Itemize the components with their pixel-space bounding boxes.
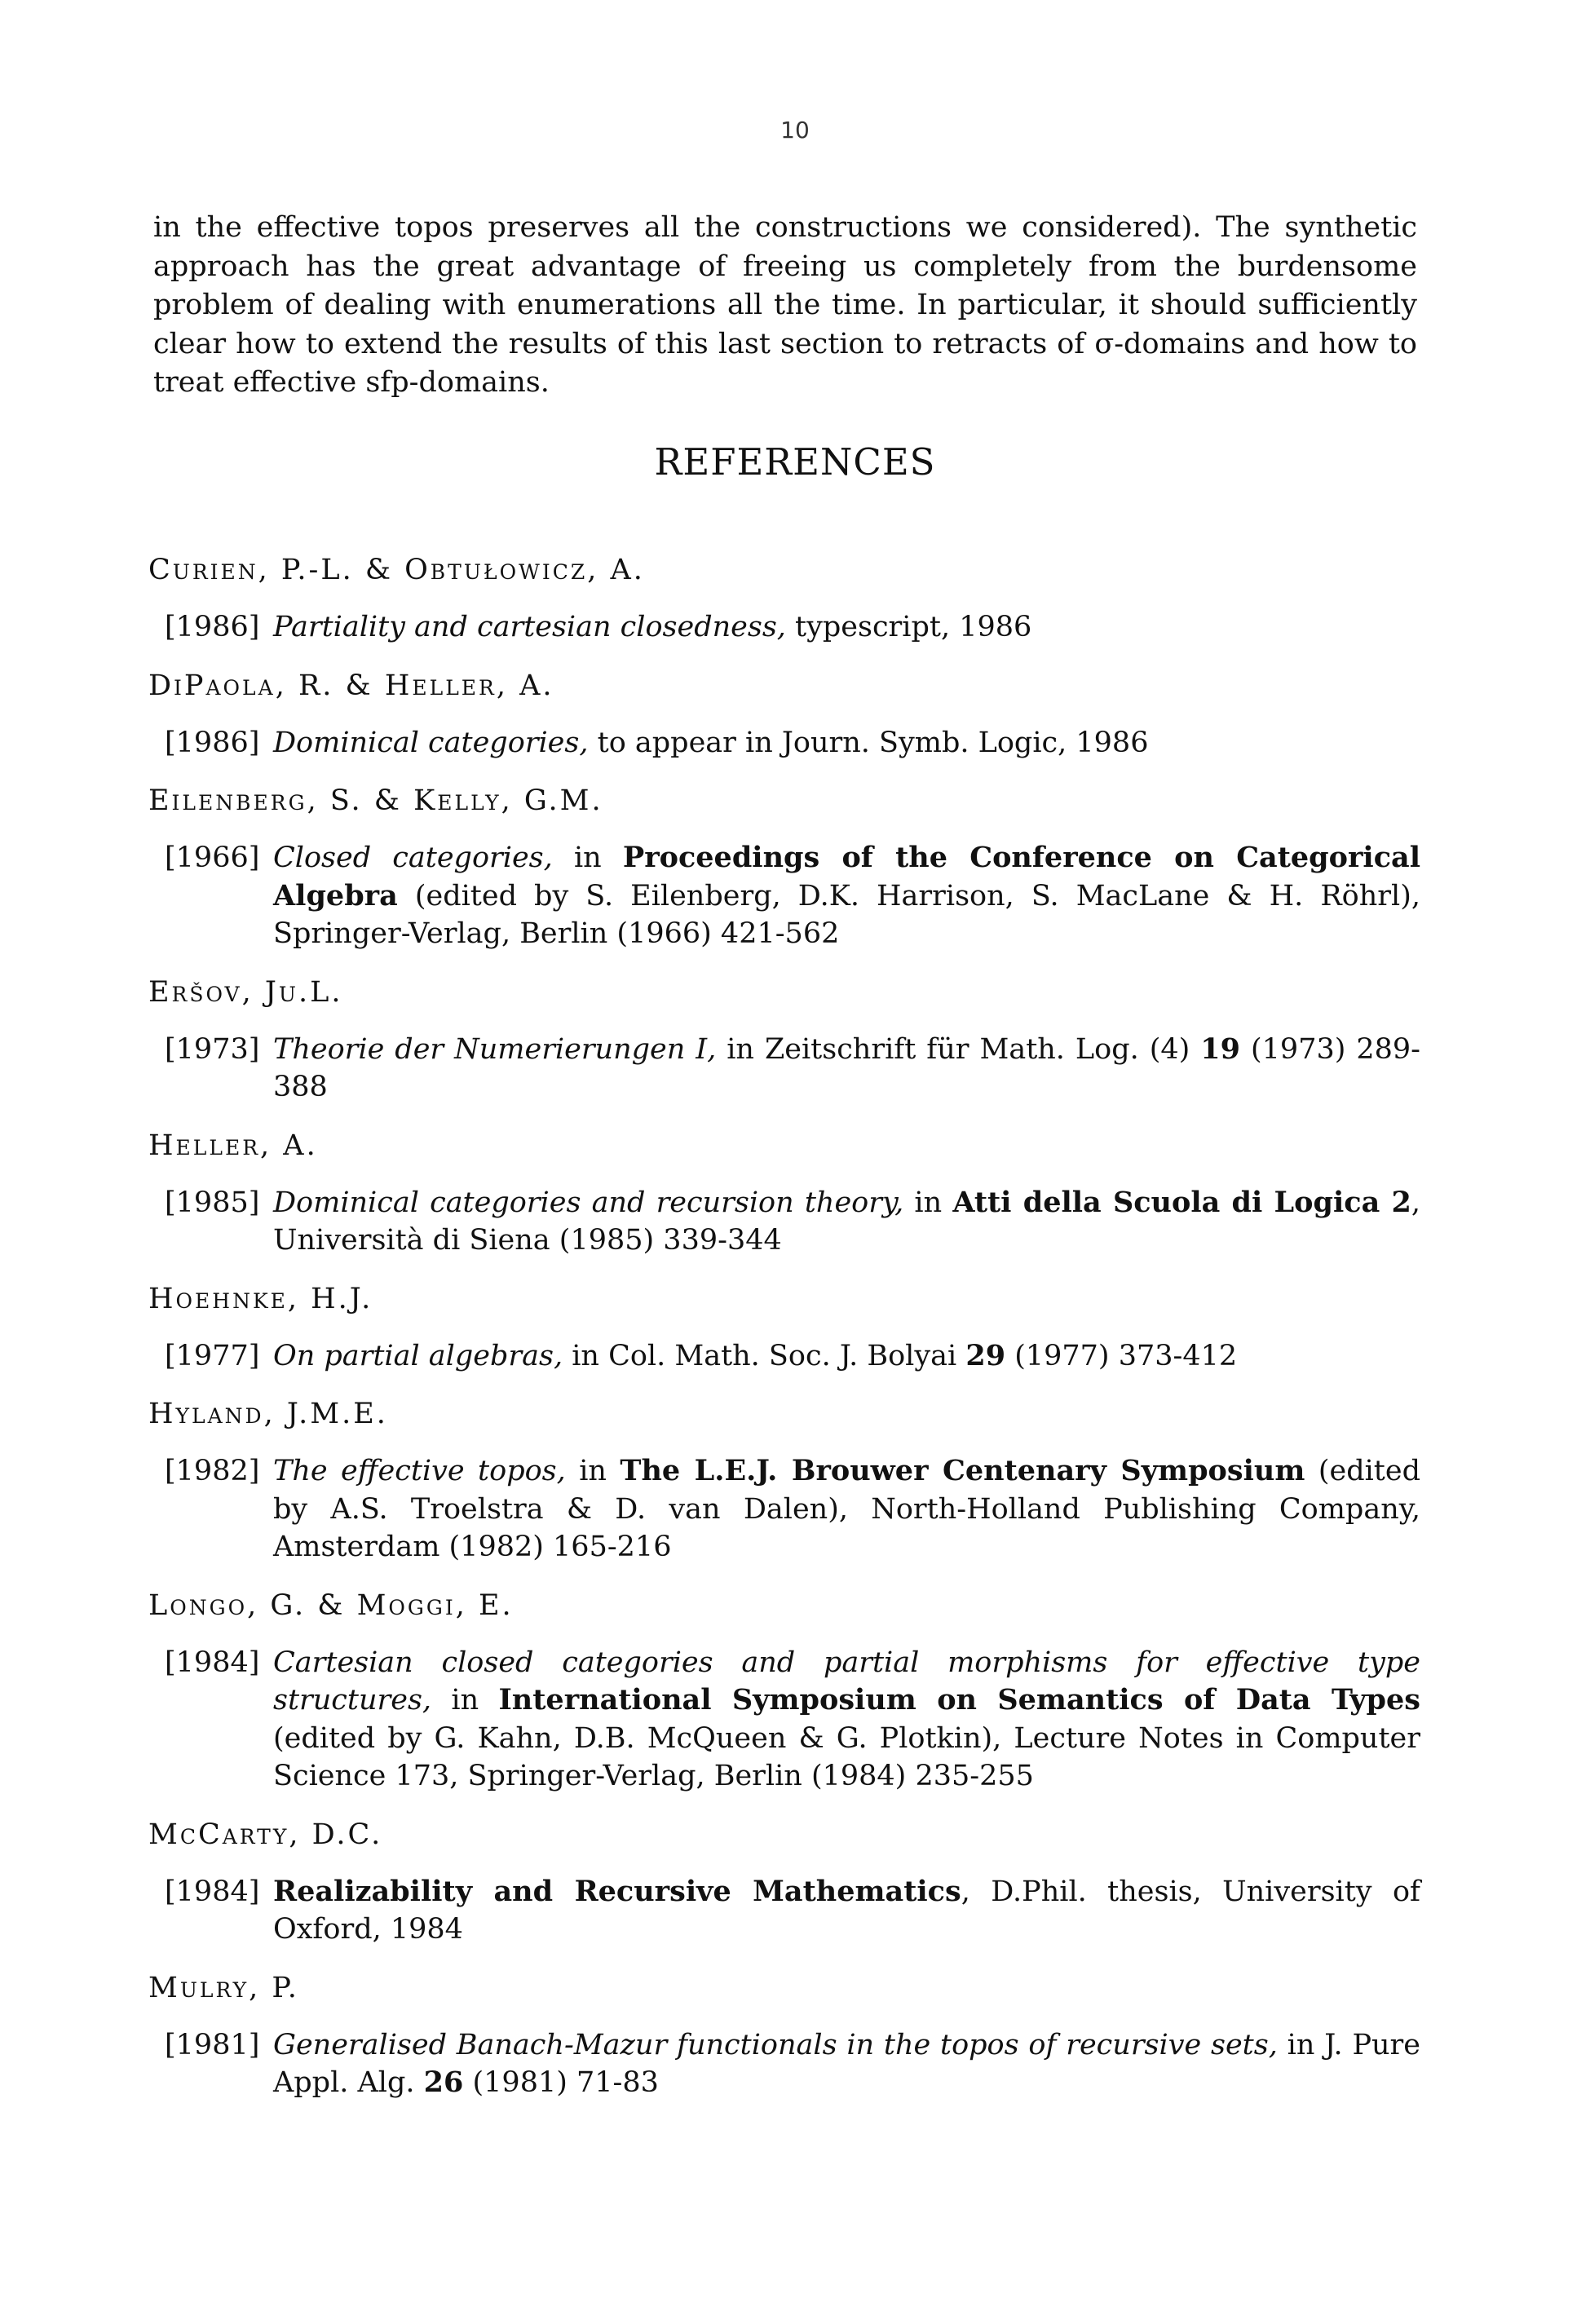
reference-group [148, 974, 1420, 1107]
reference-rest: , D.Phil. thesis, University of Oxford, 1984 [273, 1875, 1420, 1946]
reference-author: Hyland, J.M.E. [148, 1398, 388, 1430]
reference-text [273, 1031, 1420, 1107]
reference-venue: 29 [965, 1338, 1006, 1372]
reference-text [273, 724, 1420, 762]
reference-author: Eilenberg, S. & Kelly, G.M. [148, 784, 603, 817]
reference-title: Dominical categories and recursion theory, [273, 1186, 904, 1219]
reference-year: [1984] [165, 1646, 260, 1679]
reference-title: The effective topos, [273, 1455, 566, 1487]
reference-rest: to appear in Journ. Symb. Logic, 1986 [588, 726, 1149, 759]
reference-text [273, 1873, 1420, 1949]
reference-rest: (1977) 373-412 [1005, 1339, 1238, 1372]
reference-author: Curien, P.-L. & Obtułowicz, A. [148, 554, 645, 586]
reference-year: [1986] [165, 611, 260, 643]
reference-rest: (edited by G. Kahn, D.B. McQueen & G. Plotkin), Lecture Notes in Computer Science 173, Springer-Verlag, Berlin (1984) 235-255 [273, 1721, 1420, 1792]
reference-text [273, 2026, 1420, 2102]
reference-author: Eršov, Ju.L. [148, 975, 343, 1009]
reference-venue: Realizability and Recursive Mathematics [273, 1874, 961, 1908]
reference-mid: in [431, 1684, 499, 1716]
reference-rest: (1973) 289-388 [273, 1032, 1420, 1103]
reference-title: Closed categories, [273, 842, 553, 874]
reference-venue: The L.E.J. Brouwer Centenary Symposium [620, 1454, 1305, 1487]
reference-author: Longo, G. & Moggi, E. [148, 1588, 514, 1622]
reference-entry [165, 2026, 1420, 2102]
reference-rest: , Università di Siena (1985) 339-344 [273, 1186, 1420, 1257]
reference-rest: (edited by S. Eilenberg, D.K. Harrison, S. MacLane & H. Röhrl), Springer-Verlag, Berlin (1966) 421-562 [273, 879, 1420, 950]
reference-year: [1966] [165, 842, 260, 874]
reference-title: Theorie der Numerierungen I, [273, 1032, 717, 1066]
reference-mid: in [903, 1186, 953, 1219]
reference-group [148, 667, 1420, 762]
reference-venue: 19 [1200, 1032, 1241, 1066]
reference-mid: in [565, 1455, 621, 1487]
reference-group [148, 782, 1420, 953]
reference-venue: Proceedings of the Conference on Categorical Algebra [273, 841, 1421, 912]
reference-group [148, 1969, 1420, 2102]
reference-text [273, 1644, 1420, 1796]
reference-text [273, 1184, 1420, 1260]
reference-author: DiPaola, R. & Heller, A. [148, 669, 554, 702]
reference-year: [1984] [165, 1875, 260, 1908]
reference-rest: typescript, 1986 [785, 611, 1032, 643]
reference-group [148, 1127, 1420, 1260]
reference-author: Hoehnke, H.J. [148, 1282, 373, 1315]
reference-text [273, 839, 1420, 953]
reference-group [148, 1395, 1420, 1566]
reference-author: Mulry, P. [148, 1971, 299, 2004]
reference-entry [165, 1873, 1420, 1949]
reference-entry [165, 1644, 1420, 1796]
reference-author: Heller, A. [148, 1129, 318, 1162]
intro-paragraph: in the effective topos preserves all the constructions we considered). The synthetic approach has the great advantage of freeing us completely from the burdensome problem of dealing with enumerations all the time. In particular, it should sufficiently clear how to extend the results of this last section to retracts of σ-domains and how to treat effective sfp-domains. [153, 211, 1417, 399]
reference-year: [1973] [165, 1032, 260, 1066]
reference-entry [165, 608, 1420, 647]
reference-title: Partiality and cartesian closedness, [273, 611, 786, 643]
reference-text [273, 608, 1420, 647]
reference-text [273, 1337, 1420, 1376]
reference-rest: (edited by A.S. Troelstra & D. van Dalen), North-Holland Publishing Company, Amsterdam (1982) 165-216 [273, 1455, 1420, 1563]
reference-mid: in J. Pure Appl. Alg. [273, 2028, 1420, 2099]
section-title: REFERENCES [654, 440, 936, 484]
reference-entry [165, 839, 1420, 953]
reference-title: Dominical categories, [273, 726, 589, 759]
reference-year: [1982] [165, 1455, 260, 1487]
reference-venue: Atti della Scuola di Logica 2 [952, 1185, 1411, 1219]
reference-group [148, 1587, 1420, 1796]
reference-venue: 26 [423, 2066, 464, 2099]
reference-entry [165, 1337, 1420, 1376]
reference-mid: in Zeitschrift für Math. Log. (4) [716, 1032, 1201, 1066]
reference-author: McCarty, D.C. [148, 1818, 383, 1851]
reference-group [148, 1280, 1420, 1376]
reference-title: On partial algebras, [273, 1339, 563, 1372]
reference-entry [165, 1452, 1420, 1566]
reference-text [273, 1452, 1420, 1566]
reference-group [148, 551, 1420, 647]
reference-year: [1985] [165, 1186, 260, 1219]
reference-rest: (1981) 71-83 [463, 2066, 659, 2099]
reference-group [148, 1816, 1420, 1949]
reference-year: [1977] [165, 1339, 260, 1372]
reference-year: [1986] [165, 726, 260, 759]
reference-list [148, 551, 1420, 2123]
reference-mid: in [552, 842, 623, 874]
reference-entry [165, 1184, 1420, 1260]
reference-entry [165, 724, 1420, 762]
reference-title: Cartesian closed categories and partial morphisms for effective type structures, [273, 1646, 1420, 1716]
reference-entry [165, 1031, 1420, 1107]
reference-year: [1981] [165, 2028, 260, 2061]
reference-title: Generalised Banach-Mazur functionals in the topos of recursive sets, [273, 2028, 1278, 2061]
reference-mid: in Col. Math. Soc. J. Bolyai [563, 1339, 966, 1372]
reference-venue: International Symposium on Semantics of Data Types [498, 1683, 1420, 1716]
page-number: 10 [780, 117, 810, 144]
